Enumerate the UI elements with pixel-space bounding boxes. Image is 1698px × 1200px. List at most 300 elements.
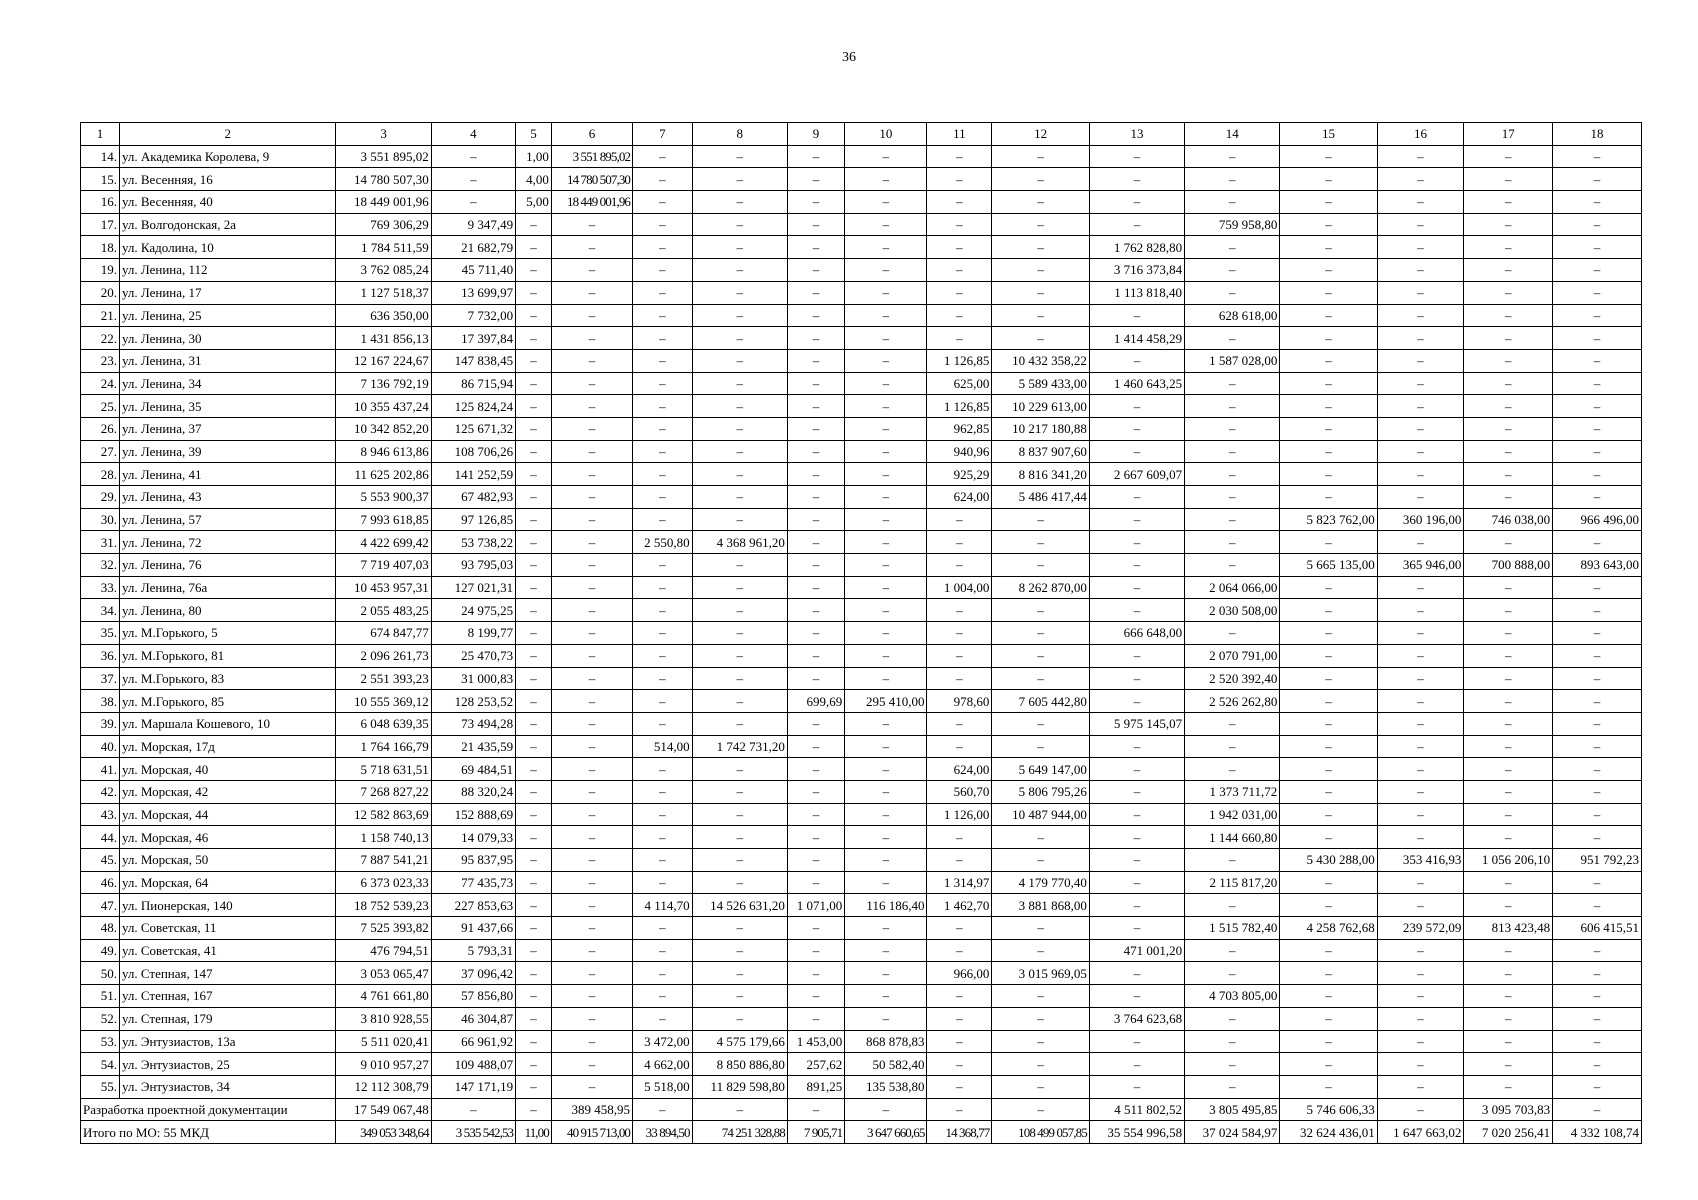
value-cell: 67 482,93 bbox=[431, 486, 515, 509]
value-cell: – bbox=[1553, 168, 1642, 191]
value-cell: – bbox=[1553, 803, 1642, 826]
value-cell: – bbox=[516, 690, 552, 713]
value-cell: – bbox=[633, 826, 693, 849]
value-cell: – bbox=[516, 281, 552, 304]
value-cell: 5,00 bbox=[516, 191, 552, 214]
value-cell: – bbox=[1280, 236, 1377, 259]
value-cell: – bbox=[551, 259, 632, 282]
value-cell: – bbox=[1377, 599, 1464, 622]
value-cell: – bbox=[516, 712, 552, 735]
value-cell: 108 499 057,85 bbox=[992, 1121, 1089, 1144]
value-cell: 925,29 bbox=[927, 463, 992, 486]
value-cell: – bbox=[927, 712, 992, 735]
value-cell: – bbox=[551, 803, 632, 826]
column-number-17: 17 bbox=[1464, 123, 1553, 146]
address-cell: ул. М.Горького, 85 bbox=[119, 690, 336, 713]
value-cell: – bbox=[551, 554, 632, 577]
value-cell: 10 432 358,22 bbox=[992, 349, 1089, 372]
value-cell: – bbox=[927, 1030, 992, 1053]
value-cell: – bbox=[927, 985, 992, 1008]
value-cell: – bbox=[1089, 780, 1184, 803]
value-cell: – bbox=[1464, 690, 1553, 713]
value-cell: 8 816 341,20 bbox=[992, 463, 1089, 486]
address-cell: ул. Степная, 167 bbox=[119, 985, 336, 1008]
value-cell: 10 487 944,00 bbox=[992, 803, 1089, 826]
value-cell: 893 643,00 bbox=[1553, 554, 1642, 577]
value-cell: – bbox=[516, 213, 552, 236]
value-cell: – bbox=[633, 259, 693, 282]
value-cell: 152 888,69 bbox=[431, 803, 515, 826]
row-number: 27. bbox=[81, 440, 120, 463]
value-cell: – bbox=[845, 644, 927, 667]
value-cell: – bbox=[1280, 780, 1377, 803]
value-cell: 147 838,45 bbox=[431, 349, 515, 372]
value-cell: – bbox=[692, 1098, 787, 1121]
address-cell: ул. Ленина, 17 bbox=[119, 281, 336, 304]
page-number: 36 bbox=[842, 50, 856, 65]
value-cell: – bbox=[1553, 939, 1642, 962]
value-cell: – bbox=[633, 667, 693, 690]
value-cell: 2 550,80 bbox=[633, 531, 693, 554]
value-cell: 2 667 609,07 bbox=[1089, 463, 1184, 486]
value-cell: – bbox=[1280, 395, 1377, 418]
row-number: 37. bbox=[81, 667, 120, 690]
value-cell: 14 368,77 bbox=[927, 1121, 992, 1144]
value-cell: – bbox=[1185, 712, 1280, 735]
value-cell: – bbox=[551, 1030, 632, 1053]
value-cell: 8 199,77 bbox=[431, 622, 515, 645]
value-cell: – bbox=[551, 826, 632, 849]
table-row bbox=[81, 417, 1642, 440]
value-cell: – bbox=[845, 871, 927, 894]
value-cell: 4 114,70 bbox=[633, 894, 693, 917]
row-number: 24. bbox=[81, 372, 120, 395]
value-cell: – bbox=[1553, 758, 1642, 781]
column-number-13: 13 bbox=[1089, 123, 1184, 146]
value-cell: 141 252,59 bbox=[431, 463, 515, 486]
value-cell: – bbox=[787, 417, 844, 440]
value-cell: – bbox=[787, 780, 844, 803]
value-cell: – bbox=[1377, 440, 1464, 463]
value-cell: – bbox=[516, 417, 552, 440]
value-cell: – bbox=[1553, 962, 1642, 985]
value-cell: 471 001,20 bbox=[1089, 939, 1184, 962]
value-cell: – bbox=[692, 690, 787, 713]
row-number: 55. bbox=[81, 1075, 120, 1098]
column-number-14: 14 bbox=[1185, 123, 1280, 146]
value-cell: – bbox=[1280, 985, 1377, 1008]
value-cell: – bbox=[845, 281, 927, 304]
value-cell: 7 605 442,80 bbox=[992, 690, 1089, 713]
value-cell: – bbox=[692, 849, 787, 872]
address-cell: ул. Волгодонская, 2а bbox=[119, 213, 336, 236]
column-number-1: 1 bbox=[81, 123, 120, 146]
value-cell: – bbox=[516, 349, 552, 372]
value-cell: – bbox=[927, 735, 992, 758]
value-cell: – bbox=[551, 939, 632, 962]
value-cell: – bbox=[633, 1098, 693, 1121]
table-row bbox=[81, 1053, 1642, 1076]
value-cell: – bbox=[1377, 622, 1464, 645]
value-cell: – bbox=[787, 712, 844, 735]
value-cell: – bbox=[1377, 1007, 1464, 1030]
value-cell: – bbox=[1280, 758, 1377, 781]
address-cell: ул. Ленина, 43 bbox=[119, 486, 336, 509]
value-cell: 5 806 795,26 bbox=[992, 780, 1089, 803]
value-cell: 86 715,94 bbox=[431, 372, 515, 395]
value-cell: 14 780 507,30 bbox=[551, 168, 632, 191]
row-number: 42. bbox=[81, 780, 120, 803]
value-cell: – bbox=[551, 758, 632, 781]
value-cell: – bbox=[1185, 440, 1280, 463]
value-cell: – bbox=[1464, 735, 1553, 758]
value-cell: 349 053 348,64 bbox=[336, 1121, 431, 1144]
value-cell: – bbox=[992, 531, 1089, 554]
value-cell: – bbox=[927, 849, 992, 872]
value-cell: – bbox=[1280, 168, 1377, 191]
value-cell: – bbox=[787, 758, 844, 781]
value-cell: 700 888,00 bbox=[1464, 554, 1553, 577]
value-cell: – bbox=[845, 917, 927, 940]
value-cell: 353 416,93 bbox=[1377, 849, 1464, 872]
value-cell: – bbox=[1089, 576, 1184, 599]
value-cell: – bbox=[1185, 1075, 1280, 1098]
value-cell: – bbox=[551, 780, 632, 803]
value-cell: – bbox=[845, 962, 927, 985]
value-cell: 57 856,80 bbox=[431, 985, 515, 1008]
value-cell: – bbox=[787, 440, 844, 463]
value-cell: – bbox=[845, 826, 927, 849]
value-cell: – bbox=[1280, 1075, 1377, 1098]
value-cell: – bbox=[551, 735, 632, 758]
value-cell: 10 355 437,24 bbox=[336, 395, 431, 418]
value-cell: 1 647 663,02 bbox=[1377, 1121, 1464, 1144]
value-cell: – bbox=[692, 372, 787, 395]
address-cell: ул. Ленина, 76а bbox=[119, 576, 336, 599]
value-cell: – bbox=[927, 145, 992, 168]
value-cell: – bbox=[1553, 712, 1642, 735]
value-cell: 66 961,92 bbox=[431, 1030, 515, 1053]
value-cell: – bbox=[1185, 1053, 1280, 1076]
value-cell: – bbox=[551, 349, 632, 372]
value-cell: – bbox=[516, 758, 552, 781]
value-cell: – bbox=[927, 259, 992, 282]
value-cell: 12 582 863,69 bbox=[336, 803, 431, 826]
table-row bbox=[81, 145, 1642, 168]
value-cell: – bbox=[1377, 349, 1464, 372]
value-cell: 7 525 393,82 bbox=[336, 917, 431, 940]
value-cell: – bbox=[845, 939, 927, 962]
value-cell: – bbox=[992, 622, 1089, 645]
value-cell: – bbox=[692, 622, 787, 645]
value-cell: – bbox=[1464, 622, 1553, 645]
value-cell: – bbox=[1464, 463, 1553, 486]
address-cell: ул. Ленина, 72 bbox=[119, 531, 336, 554]
row-number: 44. bbox=[81, 826, 120, 849]
table-row bbox=[81, 327, 1642, 350]
value-cell: 3 053 065,47 bbox=[336, 962, 431, 985]
value-cell: 3 015 969,05 bbox=[992, 962, 1089, 985]
value-cell: – bbox=[633, 871, 693, 894]
table-row bbox=[81, 780, 1642, 803]
value-cell: – bbox=[516, 599, 552, 622]
value-cell: – bbox=[1185, 1030, 1280, 1053]
value-cell: – bbox=[551, 236, 632, 259]
value-cell: – bbox=[633, 803, 693, 826]
value-cell: 295 410,00 bbox=[845, 690, 927, 713]
value-cell: – bbox=[1464, 145, 1553, 168]
value-cell: – bbox=[927, 304, 992, 327]
value-cell: – bbox=[1377, 780, 1464, 803]
value-cell: – bbox=[992, 1098, 1089, 1121]
value-cell: – bbox=[1464, 962, 1553, 985]
value-cell: – bbox=[1377, 1053, 1464, 1076]
value-cell: – bbox=[1464, 985, 1553, 1008]
address-cell: ул. Ленина, 25 bbox=[119, 304, 336, 327]
value-cell: – bbox=[1089, 486, 1184, 509]
value-cell: 77 435,73 bbox=[431, 871, 515, 894]
value-cell: – bbox=[787, 191, 844, 214]
value-cell: 3 095 703,83 bbox=[1464, 1098, 1553, 1121]
value-cell: 5 511 020,41 bbox=[336, 1030, 431, 1053]
value-cell: – bbox=[787, 372, 844, 395]
value-cell: – bbox=[845, 168, 927, 191]
value-cell: 135 538,80 bbox=[845, 1075, 927, 1098]
value-cell: – bbox=[787, 939, 844, 962]
value-cell: 14 079,33 bbox=[431, 826, 515, 849]
value-cell: – bbox=[551, 531, 632, 554]
value-cell: – bbox=[1377, 894, 1464, 917]
value-cell: 3 472,00 bbox=[633, 1030, 693, 1053]
value-cell: 3 764 623,68 bbox=[1089, 1007, 1184, 1030]
value-cell: – bbox=[692, 213, 787, 236]
value-cell: – bbox=[692, 826, 787, 849]
value-cell: 3 762 085,24 bbox=[336, 259, 431, 282]
row-number: 45. bbox=[81, 849, 120, 872]
value-cell: 1 113 818,40 bbox=[1089, 281, 1184, 304]
value-cell: 2 520 392,40 bbox=[1185, 667, 1280, 690]
value-cell: – bbox=[1377, 803, 1464, 826]
value-cell: – bbox=[431, 1098, 515, 1121]
column-number-2: 2 bbox=[119, 123, 336, 146]
value-cell: – bbox=[1464, 1075, 1553, 1098]
value-cell: – bbox=[1377, 236, 1464, 259]
address-cell: ул. М.Горького, 81 bbox=[119, 644, 336, 667]
value-cell: – bbox=[1464, 213, 1553, 236]
value-cell: 4 368 961,20 bbox=[692, 531, 787, 554]
address-cell: ул. Ленина, 34 bbox=[119, 372, 336, 395]
value-cell: 1 515 782,40 bbox=[1185, 917, 1280, 940]
value-cell: – bbox=[633, 372, 693, 395]
address-cell: ул. Ленина, 80 bbox=[119, 599, 336, 622]
address-cell: ул. Морская, 40 bbox=[119, 758, 336, 781]
row-number: 28. bbox=[81, 463, 120, 486]
value-cell: – bbox=[845, 599, 927, 622]
value-cell: 1 126,85 bbox=[927, 349, 992, 372]
value-cell: – bbox=[1553, 145, 1642, 168]
value-cell: – bbox=[845, 554, 927, 577]
value-cell: – bbox=[551, 849, 632, 872]
value-cell: – bbox=[633, 622, 693, 645]
value-cell: – bbox=[1553, 1053, 1642, 1076]
value-cell: – bbox=[1377, 213, 1464, 236]
value-cell: – bbox=[787, 826, 844, 849]
value-cell: – bbox=[1377, 962, 1464, 985]
table-row bbox=[81, 712, 1642, 735]
value-cell: – bbox=[927, 599, 992, 622]
address-cell: ул. Морская, 44 bbox=[119, 803, 336, 826]
row-number: 47. bbox=[81, 894, 120, 917]
row-number: 54. bbox=[81, 1053, 120, 1076]
value-cell: – bbox=[1280, 1007, 1377, 1030]
value-cell: – bbox=[1553, 417, 1642, 440]
value-cell: – bbox=[1185, 962, 1280, 985]
address-cell: ул. Степная, 147 bbox=[119, 962, 336, 985]
column-number-10: 10 bbox=[845, 123, 927, 146]
value-cell: – bbox=[992, 281, 1089, 304]
value-cell: 1 144 660,80 bbox=[1185, 826, 1280, 849]
value-cell: 5 553 900,37 bbox=[336, 486, 431, 509]
value-cell: – bbox=[551, 644, 632, 667]
value-cell: – bbox=[1377, 327, 1464, 350]
value-cell: – bbox=[787, 1098, 844, 1121]
value-cell: – bbox=[692, 349, 787, 372]
value-cell: 33 894,50 bbox=[633, 1121, 693, 1144]
value-cell: 3 647 660,65 bbox=[845, 1121, 927, 1144]
value-cell: – bbox=[1464, 712, 1553, 735]
value-cell: 2 064 066,00 bbox=[1185, 576, 1280, 599]
table-row bbox=[81, 213, 1642, 236]
value-cell: – bbox=[551, 576, 632, 599]
value-cell: – bbox=[992, 1075, 1089, 1098]
value-cell: 95 837,95 bbox=[431, 849, 515, 872]
column-number-9: 9 bbox=[787, 123, 844, 146]
value-cell: – bbox=[1185, 554, 1280, 577]
value-cell: – bbox=[1553, 349, 1642, 372]
value-cell: – bbox=[1280, 576, 1377, 599]
value-cell: – bbox=[1464, 236, 1553, 259]
value-cell: – bbox=[992, 644, 1089, 667]
value-cell: – bbox=[633, 985, 693, 1008]
address-cell: ул. Весенняя, 40 bbox=[119, 191, 336, 214]
value-cell: – bbox=[927, 917, 992, 940]
address-cell: ул. Морская, 50 bbox=[119, 849, 336, 872]
total-row bbox=[81, 1121, 1642, 1144]
value-cell: – bbox=[692, 191, 787, 214]
value-cell: 4 422 699,42 bbox=[336, 531, 431, 554]
value-cell: 5 589 433,00 bbox=[992, 372, 1089, 395]
value-cell: – bbox=[1280, 372, 1377, 395]
value-cell: – bbox=[1089, 667, 1184, 690]
value-cell: – bbox=[1280, 440, 1377, 463]
value-cell: – bbox=[516, 667, 552, 690]
value-cell: – bbox=[1089, 599, 1184, 622]
value-cell: – bbox=[1377, 985, 1464, 1008]
value-cell: – bbox=[633, 395, 693, 418]
column-number-15: 15 bbox=[1280, 123, 1377, 146]
column-number-8: 8 bbox=[692, 123, 787, 146]
value-cell: – bbox=[633, 712, 693, 735]
value-cell: – bbox=[1464, 780, 1553, 803]
value-cell: – bbox=[787, 735, 844, 758]
value-cell: – bbox=[927, 667, 992, 690]
value-cell: – bbox=[927, 168, 992, 191]
value-cell: – bbox=[633, 327, 693, 350]
value-cell: – bbox=[1089, 191, 1184, 214]
value-cell: – bbox=[1553, 622, 1642, 645]
value-cell: 97 126,85 bbox=[431, 508, 515, 531]
value-cell: – bbox=[1185, 327, 1280, 350]
value-cell: 5 486 417,44 bbox=[992, 486, 1089, 509]
address-cell: ул. Ленина, 39 bbox=[119, 440, 336, 463]
value-cell: – bbox=[692, 304, 787, 327]
value-cell: – bbox=[516, 508, 552, 531]
value-cell: – bbox=[516, 939, 552, 962]
value-cell: – bbox=[1464, 1053, 1553, 1076]
value-cell: 74 251 328,88 bbox=[692, 1121, 787, 1144]
value-cell: – bbox=[1089, 508, 1184, 531]
value-cell: – bbox=[692, 803, 787, 826]
value-cell: – bbox=[1280, 712, 1377, 735]
value-cell: – bbox=[551, 871, 632, 894]
design-documentation-row-label: Разработка проектной документации bbox=[81, 1098, 336, 1121]
row-number: 14. bbox=[81, 145, 120, 168]
value-cell: 966,00 bbox=[927, 962, 992, 985]
row-number: 16. bbox=[81, 191, 120, 214]
value-cell: – bbox=[927, 826, 992, 849]
value-cell: 389 458,95 bbox=[551, 1098, 632, 1121]
value-cell: – bbox=[633, 1007, 693, 1030]
value-cell: – bbox=[1280, 826, 1377, 849]
value-cell: – bbox=[1553, 894, 1642, 917]
value-cell: 1 784 511,59 bbox=[336, 236, 431, 259]
value-cell: 5 746 606,33 bbox=[1280, 1098, 1377, 1121]
value-cell: – bbox=[633, 213, 693, 236]
value-cell: – bbox=[551, 395, 632, 418]
value-cell: 25 470,73 bbox=[431, 644, 515, 667]
value-cell: – bbox=[1280, 599, 1377, 622]
value-cell: – bbox=[516, 554, 552, 577]
value-cell: 636 350,00 bbox=[336, 304, 431, 327]
value-cell: 7 993 618,85 bbox=[336, 508, 431, 531]
value-cell: – bbox=[1089, 962, 1184, 985]
value-cell: – bbox=[845, 304, 927, 327]
value-cell: – bbox=[845, 849, 927, 872]
value-cell: 962,85 bbox=[927, 417, 992, 440]
value-cell: 1 004,00 bbox=[927, 576, 992, 599]
value-cell: – bbox=[1280, 327, 1377, 350]
value-cell: 24 975,25 bbox=[431, 599, 515, 622]
value-cell: – bbox=[551, 917, 632, 940]
value-cell: – bbox=[1089, 758, 1184, 781]
value-cell: – bbox=[633, 576, 693, 599]
value-cell: – bbox=[787, 327, 844, 350]
value-cell: – bbox=[1280, 735, 1377, 758]
value-cell: – bbox=[1280, 803, 1377, 826]
value-cell: – bbox=[927, 644, 992, 667]
value-cell: – bbox=[1280, 690, 1377, 713]
value-cell: – bbox=[1464, 894, 1553, 917]
value-cell: 46 304,87 bbox=[431, 1007, 515, 1030]
value-cell: – bbox=[516, 849, 552, 872]
value-cell: – bbox=[1464, 758, 1553, 781]
value-cell: – bbox=[1280, 871, 1377, 894]
value-cell: – bbox=[516, 304, 552, 327]
value-cell: – bbox=[992, 236, 1089, 259]
value-cell: – bbox=[1553, 985, 1642, 1008]
value-cell: – bbox=[1464, 281, 1553, 304]
value-cell: – bbox=[1377, 758, 1464, 781]
